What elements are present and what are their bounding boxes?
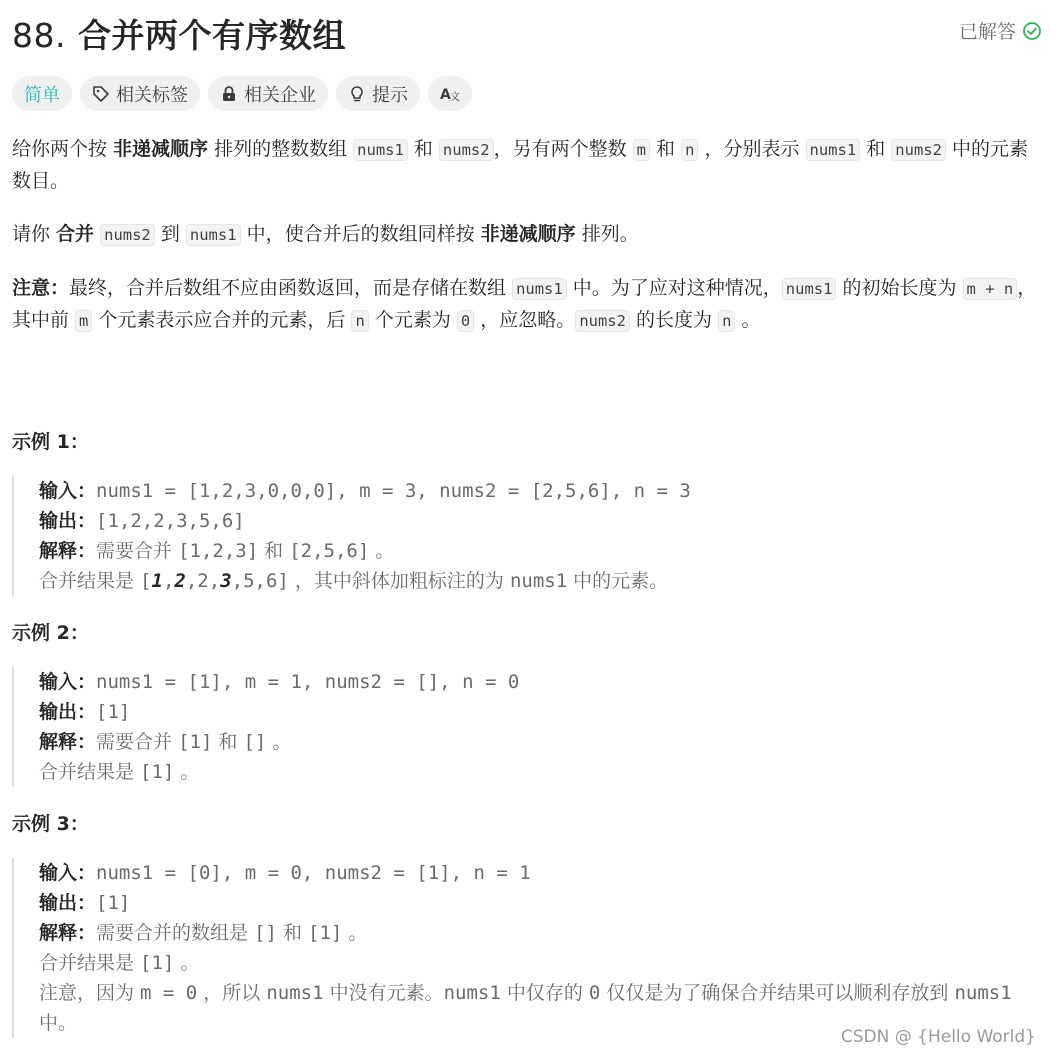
difficulty-label: 简单	[24, 84, 60, 106]
explain-label: 解释：	[39, 731, 97, 753]
mono-text: [1]	[140, 952, 175, 974]
related-tags-label: 相关标签	[116, 84, 188, 106]
example-2-block	[12, 667, 1042, 787]
problem-title	[12, 10, 346, 57]
mono-text: ,5,6]	[231, 570, 289, 592]
translate-icon	[440, 85, 460, 103]
lightbulb-icon	[348, 85, 366, 103]
inline-code: nums1	[512, 278, 567, 300]
mono-text: m = 0	[140, 982, 198, 1004]
input-label: 输入：	[39, 862, 97, 884]
text-span: 中没有元素。	[323, 982, 444, 1004]
description-paragraph-2	[12, 219, 1042, 251]
example-explain-line	[39, 536, 1042, 566]
mono-text: ,	[162, 570, 175, 592]
inline-code: n	[681, 139, 698, 161]
text-span: 和	[276, 922, 309, 944]
text-span: 的初始长度为	[836, 277, 963, 299]
svg-text:A: A	[440, 86, 451, 103]
inline-code: nums1	[806, 139, 861, 161]
text-span: 注意，因为	[39, 982, 141, 1004]
text-span: 。	[174, 761, 200, 783]
inline-code: m	[75, 310, 92, 332]
text-span: 和	[407, 138, 439, 160]
text-span: 合并结果是	[39, 952, 141, 974]
difficulty-tag[interactable]	[12, 76, 72, 111]
text-span: 中。为了应对这种情况，	[566, 277, 782, 299]
text-span: 需要合并的数组是	[96, 922, 255, 944]
text-span: 需要合并	[96, 731, 179, 753]
example-result-line	[39, 757, 1042, 787]
svg-text:文: 文	[450, 91, 460, 103]
text-span: 的长度为	[629, 309, 719, 331]
example-output-value: [1,2,2,3,5,6]	[96, 510, 245, 532]
text-span: 。	[342, 922, 368, 944]
mono-text: 0	[588, 982, 601, 1004]
text-span: 排列的整数数组	[208, 138, 354, 160]
text-span: ，所以	[197, 982, 267, 1004]
example-1-title: 示例 1：	[12, 431, 89, 453]
example-output-value: [1]	[96, 892, 131, 914]
input-label: 输入：	[39, 480, 97, 502]
mono-text: [1]	[178, 731, 213, 753]
text-span: 最终，合并后数组不应由函数返回，而是存储在数组	[69, 277, 513, 299]
text-span: ，其中前	[12, 277, 1037, 331]
hint-button[interactable]	[336, 76, 420, 111]
bold-text: 合并	[56, 223, 95, 245]
related-companies-label: 相关企业	[244, 84, 316, 106]
description-paragraph-1	[12, 134, 1042, 197]
example-3-block	[12, 858, 1042, 1038]
mono-text: []	[243, 731, 267, 753]
check-circle-icon	[1022, 21, 1042, 41]
text-span: 中的元素数目。	[12, 138, 1028, 192]
example-3-title: 示例 3：	[12, 813, 89, 835]
mono-text: nums1	[509, 570, 568, 592]
mono-text: [	[140, 570, 152, 592]
hint-label: 提示	[372, 84, 408, 106]
explain-label: 解释：	[39, 540, 97, 562]
output-label: 输出：	[39, 892, 97, 914]
text-span: 。	[174, 952, 200, 974]
input-label: 输入：	[39, 671, 97, 693]
text-span: 个元素为	[368, 309, 457, 331]
mono-text: nums1	[443, 982, 501, 1004]
mono-text: [1,2,3]	[178, 540, 259, 562]
related-companies-button[interactable]	[208, 76, 328, 111]
csdn-watermark: CSDN @ {Hello World}	[840, 1027, 1036, 1047]
example-input-line	[39, 858, 1042, 888]
text-span: 排列。	[575, 223, 639, 245]
text-span: 仅仅是为了确保合并结果可以顺利存放到	[600, 982, 955, 1004]
text-span: ，另有两个整数	[493, 138, 633, 160]
tag-icon	[92, 85, 110, 103]
example-output-line	[39, 506, 1042, 536]
example-result-line	[39, 566, 1042, 596]
text-span: 。	[369, 540, 395, 562]
lock-icon	[220, 85, 238, 103]
text-span: 需要合并	[96, 540, 179, 562]
text-span: 请你	[12, 223, 57, 245]
text-span: 。	[735, 309, 761, 331]
inline-code: nums1	[186, 224, 241, 246]
example-explain-line	[39, 727, 1042, 757]
example-output-line	[39, 888, 1042, 918]
bold-italic-text: 1	[151, 570, 163, 592]
example-1-block	[12, 476, 1042, 596]
text-span: 个元素表示应合并的元素，后	[92, 309, 352, 331]
example-input-value: nums1 = [1,2,3,0,0,0], m = 3, nums2 = [2,5,6], n = 3	[96, 480, 691, 502]
inline-code: n	[351, 310, 368, 332]
text-span: 合并结果是	[39, 570, 141, 592]
example-output-line	[39, 697, 1042, 727]
text-span: ，应忽略。	[474, 309, 576, 331]
solved-label: 已解答	[958, 21, 1016, 43]
text-span: 和	[258, 540, 290, 562]
tag-row	[12, 76, 1042, 112]
text-span: 和	[649, 138, 682, 160]
text-span: 到	[154, 223, 186, 245]
example-input-value: nums1 = [0], m = 0, nums2 = [1], n = 1	[96, 862, 531, 884]
bold-text: 非递减顺序	[480, 223, 576, 245]
related-tags-button[interactable]	[80, 76, 200, 111]
explain-label: 解释：	[39, 922, 97, 944]
translate-button[interactable]	[428, 76, 472, 111]
text-span: 中。	[39, 1012, 78, 1034]
description-paragraph-3	[12, 273, 1042, 337]
inline-code: nums2	[575, 310, 630, 332]
inline-code: nums2	[439, 139, 494, 161]
example-input-line	[39, 476, 1042, 506]
inline-code: nums1	[782, 278, 837, 300]
text-span: 和	[860, 138, 892, 160]
text-span: 和	[212, 731, 244, 753]
output-label: 输出：	[39, 510, 97, 532]
inline-code: nums1	[353, 139, 408, 161]
example-input-value: nums1 = [1], m = 1, nums2 = [], n = 0	[96, 671, 520, 693]
output-label: 输出：	[39, 701, 97, 723]
text-span: ，分别表示	[698, 138, 806, 160]
mono-text: [1]	[308, 922, 343, 944]
inline-code: nums2	[891, 139, 946, 161]
text-span: 。	[266, 731, 292, 753]
text-span: 给你两个按	[12, 138, 114, 160]
inline-code: 0	[457, 310, 474, 332]
example-result-line	[39, 948, 1042, 978]
text-span: 中，使合并后的数组同样按	[240, 223, 481, 245]
text-span: 中仅存的	[500, 982, 589, 1004]
mono-text: [1]	[140, 761, 175, 783]
title-row	[12, 0, 1042, 64]
example-output-value: [1]	[96, 701, 131, 723]
inline-code: m + n	[963, 278, 1018, 300]
problem-number: 88.	[12, 16, 66, 55]
problem-name: 合并两个有序数组	[77, 16, 346, 55]
inline-code: m	[633, 139, 650, 161]
solved-status[interactable]	[959, 17, 1042, 44]
text-span: 合并结果是	[39, 761, 141, 783]
example-2-title: 示例 2：	[12, 622, 89, 644]
bold-italic-text: 3	[220, 570, 232, 592]
bold-italic-text: 2	[174, 570, 186, 592]
mono-text: [2,5,6]	[289, 540, 370, 562]
inline-code: nums2	[100, 224, 155, 246]
bold-text: 注意：	[12, 277, 70, 299]
bold-text: 非递减顺序	[113, 138, 209, 160]
example-input-line	[39, 667, 1042, 697]
mono-text: []	[254, 922, 277, 944]
mono-text: nums1	[954, 982, 1012, 1004]
mono-text: ,2,	[185, 570, 221, 592]
mono-text: nums1	[266, 982, 324, 1004]
example-explain-line	[39, 918, 1042, 948]
inline-code: n	[718, 310, 735, 332]
problem-page	[12, 0, 1042, 1038]
text-span: 中的元素。	[567, 570, 669, 592]
text-span: ，其中斜体加粗标注的为	[288, 570, 510, 592]
